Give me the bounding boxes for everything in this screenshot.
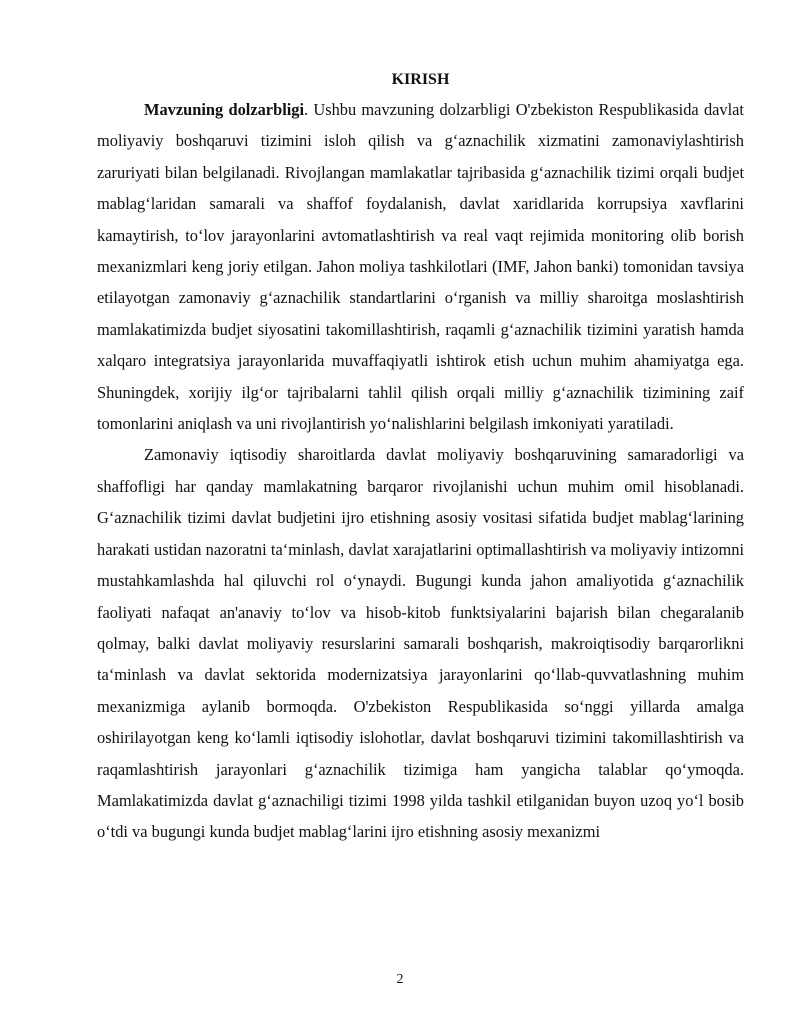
paragraph-lead: Mavzuning dolzarbligi [144,100,305,119]
paragraph-body: Ushbu mavzuning dolzarbligi O'zbekiston Respublikasida davlat moliyaviy boshqaruvi tizimini isloh qilish va g‘aznachilik xizmatini zamonaviylashtirish zaruriyati bilan belgilanadi. Rivojlangan mamlakatlar tajribasida g‘aznachilik tizimi orqali budjet mablag‘laridan samarali va shaffof foydalanish, davlat xaridlarida korrupsiya xavflarini kamaytirish, to‘lov jarayonlarini avtomatlashtirish va real vaqt rejimida monitoring olib borish mexanizmlari keng joriy etilgan. Jahon moliya tashkilotlari (IMF, Jahon banki) tomonidan tavsiya etilayotgan zamonaviy g‘aznachilik standartlarini o‘rganish va milliy sharoitga moslashtirish mamlakatimizda budjet siyosatini takomillashtirish, raqamli g‘aznachilik tizimini yaratish hamda xalqaro integratsiya jarayonlarida muvaffaqiyatli ishtirok etish uchun muhim ahamiyatga ega. Shuningdek, xorijiy ilg‘or tajribalarni tahlil qilish orqali milliy g‘aznachilik tizimining zaif tomonlarini aniqlash va uni rivojlantirish yo‘nalishlarini belgilash imkoniyati yaratiladi. [97,100,744,434]
document-page [97,66,744,848]
page-number: 2 [396,972,404,987]
paragraph-lead-punct: . [304,100,309,119]
paragraph-relevance [97,94,744,439]
section-heading: KIRISH [391,71,450,88]
paragraph-context: Zamonaviy iqtisodiy sharoitlarda davlat moliyaviy boshqaruvining samaradorligi va shaffofligi har qanday mamlakatning barqaror rivojlanishi uchun muhim omil hisoblanadi. G‘aznachilik tizimi davlat budjetini ijro etishning asosiy vositasi sifatida budjet mablag‘larining harakati ustidan nazoratni ta‘minlash, davlat xarajatlarini optimallashtirish va moliyaviy intizomni mustahkamlashda hal qiluvchi rol o‘ynaydi. Bugungi kunda jahon amaliyotida g‘aznachilik faoliyati nafaqat an'anaviy to‘lov va hisob-kitob funktsiyalarini bajarish bilan chegaralanib qolmay, balki davlat moliyaviy resurslarini samarali boshqarish, makroiqtisodiy barqarorlikni ta‘minlash va davlat sektorida modernizatsiya jarayonlarini qo‘llab-quvvatlashning muhim mexanizmiga aylanib bormoqda. O'zbekiston Respublikasida so‘nggi yillarda amalga oshirilayotgan keng ko‘lamli iqtisodiy islohotlar, davlat boshqaruvi tizimini takomillashtirish va raqamlashtirish jarayonlari g‘aznachilik tizimiga ham yangicha talablar qo‘ymoqda. Mamlakatimizda davlat g‘aznachiligi tizimi 1998 yilda tashkil etilganidan buyon uzoq yo‘l bosib o‘tdi va bugungi kunda budjet mablag‘larini ijro etishning asosiy mexanizmi [97,445,744,842]
